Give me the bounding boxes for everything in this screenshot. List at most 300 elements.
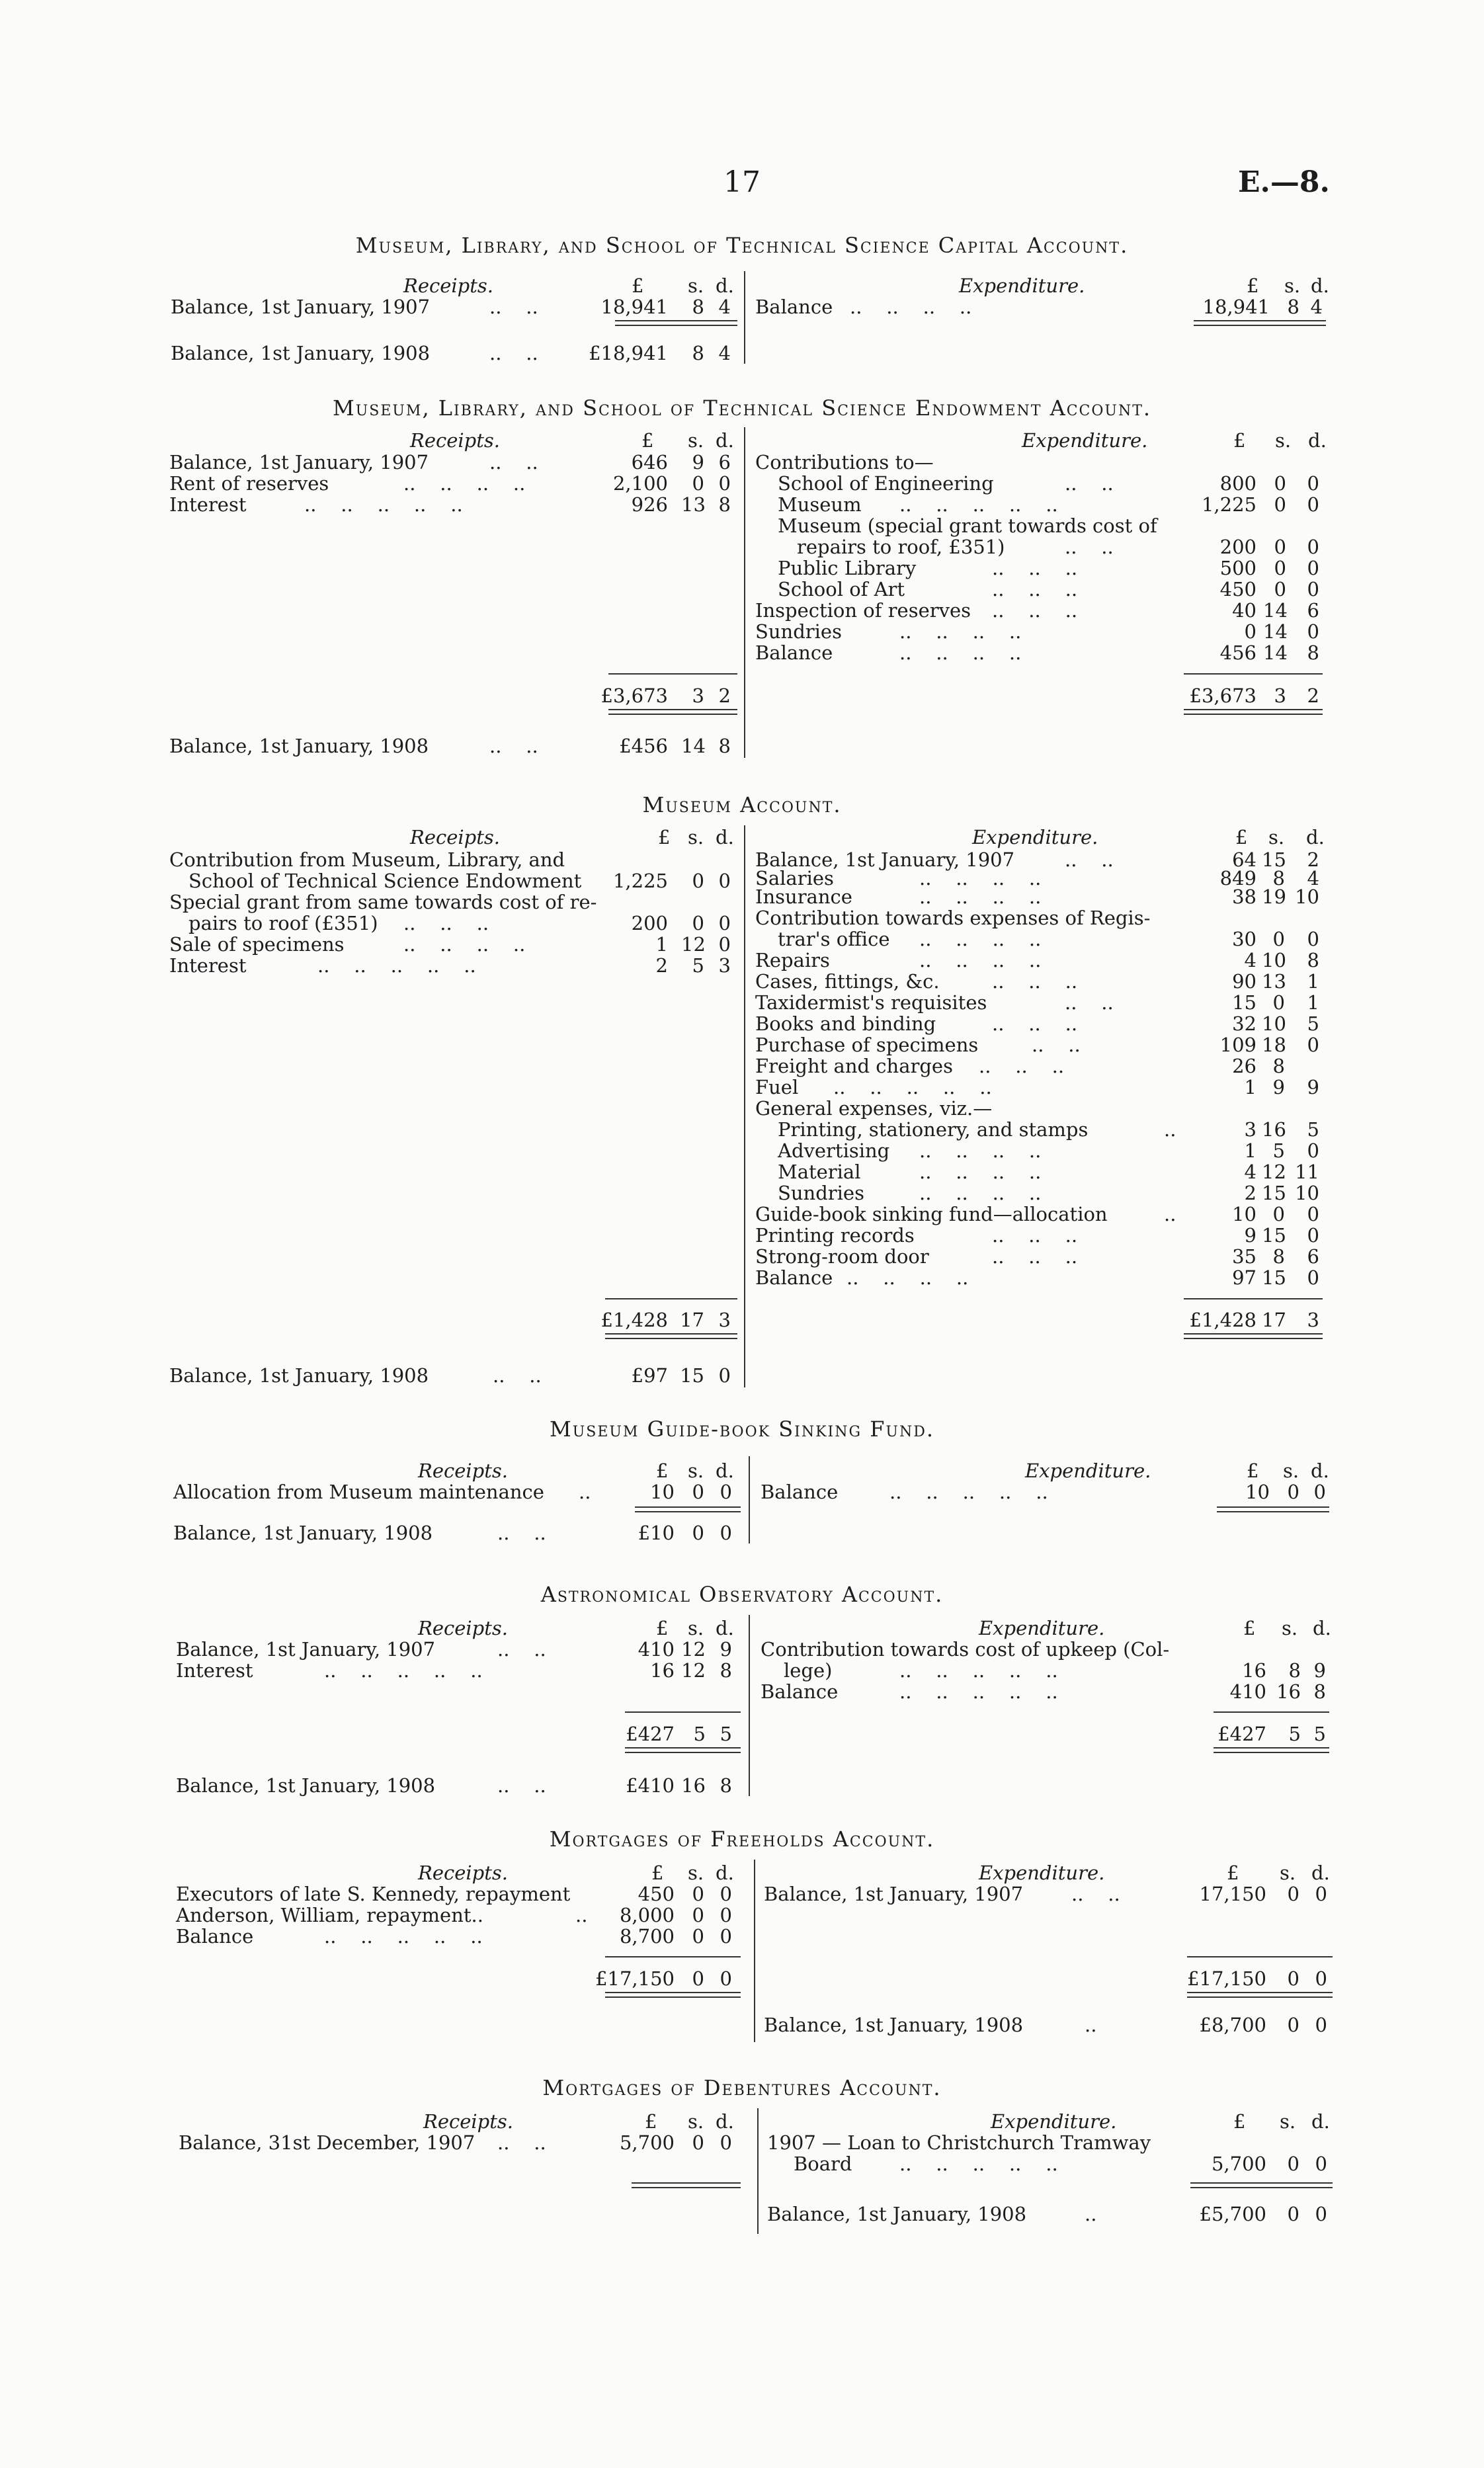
carried-balance-label: Balance, 1st January, 1908	[176, 1774, 436, 1797]
pence-value: 4	[1310, 296, 1323, 318]
receipt-label: Interest	[169, 493, 247, 516]
leader-dots: .. .. .. ..	[403, 472, 526, 495]
shillings-value: 15	[1262, 1182, 1286, 1204]
pounds-heading: £	[1227, 1862, 1239, 1884]
pounds-value: 450	[638, 1883, 675, 1905]
shillings-heading: s.	[688, 2110, 704, 2133]
expenditure-label: Sundries	[755, 620, 842, 643]
shillings-value: 0	[1274, 557, 1286, 579]
pence-value: 0	[1313, 1481, 1326, 1503]
pence-value: 4	[718, 296, 731, 318]
leader-dots: .. ..	[1065, 536, 1114, 558]
pounds-value: 15	[1232, 991, 1257, 1014]
total-rule	[605, 1992, 741, 1998]
expenditure-label: Contribution towards cost of upkeep (Col-	[761, 1638, 1170, 1661]
leader-dots: .. .. .. ..	[846, 1266, 969, 1289]
subtotal-rule	[605, 1298, 737, 1299]
pence-value: 4	[718, 342, 731, 364]
pounds-value: 10	[650, 1481, 675, 1503]
expenditure-label: Material	[778, 1161, 861, 1183]
shillings-value: 12	[681, 1638, 706, 1661]
pounds-value: 16	[650, 1659, 675, 1682]
pounds-heading: £	[1233, 2110, 1246, 2133]
shillings-value: 10	[1262, 949, 1286, 971]
pounds-value: 410	[638, 1638, 675, 1661]
shillings-value: 0	[692, 1925, 704, 1948]
pence-value: 8	[1307, 949, 1319, 971]
pounds-heading: £	[1233, 429, 1246, 452]
pence-value: 8	[1307, 641, 1319, 664]
leader-dots: .. .. .. ..	[919, 867, 1042, 889]
pence-value: 3	[718, 954, 731, 977]
leader-dots: .. ..	[497, 1774, 546, 1797]
pence-value: 10	[1295, 1182, 1319, 1204]
expenditure-label: Museum	[778, 493, 862, 516]
pounds-heading: £	[1247, 1460, 1259, 1482]
leader-dots: .. ..	[493, 1364, 542, 1387]
expenditure-label: 1907 — Loan to Christchurch Tramway	[767, 2131, 1151, 2154]
shillings-heading: s.	[1280, 1862, 1296, 1884]
pounds-value: 0	[1244, 620, 1257, 643]
leader-dots: .. .. ..	[992, 557, 1078, 579]
leader-dots: ..	[1085, 2014, 1097, 2036]
pence-value: 10	[1295, 885, 1319, 908]
expenditure-label: lege)	[784, 1659, 833, 1682]
expenditure-label: Advertising	[778, 1139, 890, 1162]
subtotal-rule	[625, 1711, 741, 1713]
document-reference: E.—8.	[1238, 165, 1330, 199]
shillings-value: 0	[1274, 472, 1286, 495]
pounds-value: 35	[1232, 1245, 1257, 1268]
pounds-value: 109	[1219, 1034, 1257, 1056]
pounds-value: 38	[1232, 885, 1257, 908]
expenditure-label: Strong-room door	[755, 1245, 929, 1268]
leader-dots: ..	[579, 1481, 591, 1503]
expenditure-heading: Expenditure.	[959, 274, 1085, 297]
pounds-value: 1,225	[612, 870, 668, 892]
leader-dots: .. ..	[1065, 848, 1114, 871]
leader-dots: .. .. .. .. ..	[833, 1076, 992, 1098]
expenditure-label: Balance	[761, 1481, 839, 1503]
pence-value: 8	[720, 1659, 732, 1682]
pounds-value: 40	[1232, 599, 1257, 622]
receipt-label: Balance, 1st January, 1907	[176, 1638, 436, 1661]
carried-balance-label: Balance, 1st January, 1908	[169, 1364, 429, 1387]
pounds-value: 800	[1219, 472, 1257, 495]
shillings-value: 0	[692, 1481, 704, 1503]
leader-dots: .. ..	[489, 342, 538, 364]
pence-value: 0	[1307, 1034, 1319, 1056]
total-pounds: £1,428	[1189, 1309, 1257, 1331]
pounds-value: 646	[631, 451, 668, 473]
shillings-value: 13	[1262, 970, 1286, 993]
shillings-value: 8	[1287, 296, 1299, 318]
pence-value: 6	[718, 451, 731, 473]
expenditure-label: Balance, 1st January, 1907	[764, 1883, 1024, 1905]
expenditure-label: Public Library	[778, 557, 917, 579]
shillings-value: 14	[1263, 620, 1288, 643]
receipts-heading: Receipts.	[418, 1617, 508, 1639]
pounds-value: 4	[1244, 1161, 1257, 1183]
leader-dots: .. .. .. ..	[899, 620, 1022, 643]
expenditure-heading: Expenditure.	[1022, 429, 1148, 452]
shillings-value: 13	[681, 493, 706, 516]
shillings-value: 16	[681, 1774, 706, 1797]
total-pence: 3	[1307, 1309, 1319, 1331]
pence-heading: d.	[716, 1617, 734, 1639]
pounds-value: 10	[1232, 1203, 1257, 1225]
shillings-value: 10	[1262, 1012, 1286, 1035]
pounds-value: 456	[1219, 641, 1257, 664]
total-pounds: £427	[1217, 1723, 1266, 1745]
pence-heading: d.	[1308, 429, 1327, 452]
total-rule	[1184, 1333, 1323, 1339]
shillings-value: 12	[681, 933, 706, 956]
leader-dots: .. .. ..	[992, 970, 1078, 993]
pounds-value: 1	[1244, 1139, 1257, 1162]
shillings-heading: s.	[688, 1862, 704, 1884]
total-rule	[635, 1506, 741, 1512]
pounds-value: 17,150	[1199, 1883, 1266, 1905]
expenditure-label: Printing, stationery, and stamps	[778, 1118, 1089, 1141]
total-rule	[632, 2182, 741, 2188]
expenditure-label: Books and binding	[755, 1012, 936, 1035]
total-pence: 5	[1313, 1723, 1326, 1745]
expenditure-label: Balance	[755, 641, 833, 664]
pence-value: 0	[1307, 578, 1319, 600]
pounds-value: 926	[631, 493, 668, 516]
pounds-value: 10	[1245, 1481, 1270, 1503]
pence-value: 0	[1307, 1203, 1319, 1225]
expenditure-label: Repairs	[755, 949, 830, 971]
receipt-label: Sale of specimens	[169, 933, 345, 956]
total-pence: 0	[1315, 1967, 1327, 1990]
section-title: Museum, Library, and School of Technical Science Capital Account.	[355, 233, 1129, 258]
pounds-heading: £	[656, 1460, 669, 1482]
leader-dots: .. ..	[489, 451, 538, 473]
leader-dots: .. .. .. .. ..	[899, 493, 1058, 516]
pence-heading: d.	[1311, 2110, 1330, 2133]
pounds-value: 5,700	[1211, 2153, 1266, 2175]
pounds-heading: £	[656, 1617, 669, 1639]
leader-dots: ..	[1085, 2203, 1097, 2225]
shillings-value: 5	[692, 954, 704, 977]
leader-dots: .. .. .. ..	[919, 885, 1042, 908]
shillings-value: 8	[692, 342, 704, 364]
shillings-value: 15	[1262, 1266, 1286, 1289]
pence-value: 0	[1315, 2153, 1327, 2175]
total-shillings: 17	[1262, 1309, 1286, 1331]
pence-heading: d.	[1311, 1460, 1329, 1482]
carried-balance-label: Balance, 1st January, 1908	[173, 1522, 433, 1544]
pounds-heading: £	[651, 1862, 664, 1884]
pounds-heading: £	[645, 2110, 657, 2133]
expenditure-label: repairs to roof, £351)	[797, 536, 1005, 558]
shillings-value: 0	[692, 912, 704, 934]
expenditure-label: Guide-book sinking fund—allocation	[755, 1203, 1108, 1225]
total-rule	[625, 1747, 741, 1753]
shillings-value: 0	[1274, 578, 1286, 600]
pence-value: 0	[720, 1925, 732, 1948]
pounds-value: 1	[655, 933, 668, 956]
pounds-value: 26	[1232, 1055, 1257, 1077]
subtotal-rule	[608, 673, 737, 675]
receipts-heading: Receipts.	[418, 1862, 508, 1884]
pence-value: 0	[718, 1364, 731, 1387]
shillings-value: 16	[1276, 1680, 1301, 1703]
pence-value: 0	[1307, 1224, 1319, 1247]
pence-heading: d.	[716, 1460, 734, 1482]
total-pence: 2	[1307, 684, 1319, 707]
total-rule	[605, 1333, 737, 1339]
pounds-value: £5,700	[1199, 2203, 1266, 2225]
expenditure-label: Museum (special grant towards cost of	[778, 514, 1157, 537]
pence-heading: d.	[716, 2110, 734, 2133]
shillings-value: 5	[1272, 1139, 1285, 1162]
pounds-value: 97	[1232, 1266, 1257, 1289]
pounds-value: £8,700	[1199, 2014, 1266, 2036]
leader-dots: ..	[1164, 1203, 1176, 1225]
leader-dots: .. .. ..	[992, 1012, 1078, 1035]
expenditure-label: Contribution towards expenses of Regis-	[755, 907, 1151, 929]
leader-dots: ..	[1164, 1118, 1176, 1141]
pence-value: 0	[1307, 1139, 1319, 1162]
pence-heading: d.	[1313, 1617, 1331, 1639]
pounds-value: 8,000	[619, 1904, 675, 1926]
leader-dots: .. .. .. ..	[919, 1182, 1042, 1204]
pence-value: 0	[720, 1904, 732, 1926]
pence-value: 9	[1307, 1076, 1319, 1098]
pounds-value: 64	[1232, 848, 1257, 871]
pence-value: 0	[718, 472, 731, 495]
shillings-heading: s.	[1282, 1617, 1298, 1639]
carried-balance-label: Balance, 1st January, 1908	[171, 342, 431, 364]
column-divider	[757, 2108, 759, 2234]
pounds-value: 2	[1244, 1182, 1257, 1204]
subtotal-rule	[1214, 1711, 1329, 1713]
pounds-heading: £	[658, 826, 671, 848]
shillings-value: 0	[692, 1904, 704, 1926]
receipt-label: Anderson, William, repayment..	[176, 1904, 483, 1926]
pence-value: 6	[1307, 599, 1319, 622]
leader-dots: .. .. .. .. ..	[899, 2153, 1058, 2175]
shillings-heading: s.	[688, 1460, 704, 1482]
pounds-value: 9	[1244, 1224, 1257, 1247]
pence-heading: d.	[1311, 1862, 1330, 1884]
pounds-value: 18,941	[600, 296, 668, 318]
pence-value: 0	[1315, 2014, 1327, 2036]
column-divider	[749, 1615, 750, 1796]
page-number: 17	[723, 165, 761, 199]
expenditure-label: Insurance	[755, 885, 852, 908]
pence-value: 2	[1307, 848, 1319, 871]
leader-dots: .. .. .. ..	[899, 641, 1022, 664]
subtotal-rule	[1184, 1298, 1323, 1299]
pence-value: 0	[1307, 493, 1319, 516]
leader-dots: .. .. ..	[992, 599, 1078, 622]
carried-balance-label: Balance, 1st January, 1908	[169, 735, 429, 757]
pence-value: 9	[720, 1638, 732, 1661]
pence-value: 5	[1307, 1118, 1319, 1141]
expenditure-label: Fuel	[755, 1076, 799, 1098]
total-rule	[1194, 320, 1326, 326]
shillings-value: 0	[692, 472, 704, 495]
shillings-value: 0	[692, 1522, 704, 1544]
leader-dots: .. ..	[1065, 991, 1114, 1014]
leader-dots: .. .. .. ..	[919, 949, 1042, 971]
expenditure-heading: Expenditure.	[991, 2110, 1117, 2133]
pounds-value: £10	[638, 1522, 675, 1544]
leader-dots: .. ..	[1032, 1034, 1081, 1056]
receipt-label: Balance	[176, 1925, 254, 1948]
pounds-value: £18,941	[589, 342, 668, 364]
expenditure-label: Balance	[761, 1680, 839, 1703]
section-title: Astronomical Observatory Account.	[540, 1582, 944, 1607]
total-shillings: 3	[692, 684, 704, 707]
pounds-value: 200	[1219, 536, 1257, 558]
receipt-label: Rent of reserves	[169, 472, 329, 495]
receipt-label: Interest	[176, 1659, 253, 1682]
leader-dots: .. .. .. .. ..	[317, 954, 476, 977]
leader-dots: .. .. ..	[992, 1224, 1078, 1247]
expenditure-label: Contributions to—	[755, 451, 934, 473]
shillings-heading: s.	[1268, 826, 1285, 848]
pounds-heading: £	[632, 274, 644, 297]
shillings-value: 0	[1287, 2203, 1299, 2225]
shillings-value: 9	[692, 451, 704, 473]
leader-dots: .. .. .. .. ..	[304, 493, 463, 516]
pounds-value: 3	[1244, 1118, 1257, 1141]
total-rule	[1184, 709, 1323, 715]
pence-value: 0	[1315, 2203, 1327, 2225]
pounds-heading: £	[1235, 826, 1248, 848]
pence-value: 0	[718, 912, 731, 934]
pence-value: 8	[1313, 1680, 1326, 1703]
shillings-value: 0	[1272, 928, 1285, 950]
pence-value: 8	[720, 1774, 732, 1797]
shillings-value: 0	[1272, 991, 1285, 1014]
pounds-value: £410	[626, 1774, 675, 1797]
leader-dots: .. ..	[497, 1638, 546, 1661]
expenditure-label: Printing records	[755, 1224, 915, 1247]
shillings-value: 8	[1272, 1055, 1285, 1077]
pence-value: 0	[1307, 620, 1319, 643]
pounds-value: 4	[1244, 949, 1257, 971]
expenditure-label: Balance	[755, 1266, 833, 1289]
leader-dots: .. ..	[489, 296, 538, 318]
total-rule	[1187, 1992, 1333, 1998]
total-shillings: 5	[1288, 1723, 1301, 1745]
pounds-value: 849	[1219, 867, 1257, 889]
shillings-value: 14	[1263, 599, 1288, 622]
pence-value: 11	[1295, 1161, 1319, 1183]
total-rule	[1190, 2182, 1333, 2188]
pence-value: 9	[1313, 1659, 1326, 1682]
subtotal-rule	[1184, 673, 1323, 675]
leader-dots: .. .. .. ..	[919, 1139, 1042, 1162]
total-pounds: £17,150	[1187, 1967, 1266, 1990]
total-rule	[1214, 1747, 1329, 1753]
leader-dots: .. .. .. .. ..	[324, 1659, 483, 1682]
section-title: Museum Guide-book Sinking Fund.	[549, 1417, 935, 1442]
total-rule	[608, 709, 737, 715]
shillings-heading: s.	[1280, 2110, 1296, 2133]
pounds-value: 16	[1242, 1659, 1266, 1682]
pence-value: 0	[1307, 557, 1319, 579]
pounds-heading: £	[1247, 274, 1259, 297]
receipt-label: Contribution from Museum, Library, and	[169, 848, 565, 871]
carried-balance-label: Balance, 1st January, 1908	[764, 2014, 1024, 2036]
leader-dots: .. .. .. ..	[850, 296, 972, 318]
pounds-value: 8,700	[619, 1925, 675, 1948]
shillings-value: 19	[1262, 885, 1286, 908]
shillings-heading: s.	[688, 274, 704, 297]
receipt-label: Special grant from same towards cost of re-	[169, 891, 597, 913]
leader-dots: .. .. .. .. ..	[899, 1659, 1058, 1682]
leader-dots: ..	[575, 1904, 588, 1926]
receipt-label: Interest	[169, 954, 247, 977]
shillings-value: 12	[681, 1659, 706, 1682]
section-title: Museum, Library, and School of Technical Science Endowment Account.	[332, 395, 1152, 421]
shillings-heading: s.	[1275, 429, 1292, 452]
expenditure-heading: Expenditure.	[979, 1862, 1105, 1884]
receipt-label: Balance, 1st January, 1907	[171, 296, 431, 318]
expenditure-label: General expenses, viz.—	[755, 1097, 993, 1120]
shillings-value: 14	[681, 735, 706, 757]
pounds-value: £456	[619, 735, 668, 757]
expenditure-label: Inspection of reserves	[755, 599, 971, 622]
shillings-value: 12	[1262, 1161, 1286, 1183]
subtotal-rule	[605, 1956, 741, 1957]
column-divider	[749, 1456, 750, 1543]
pence-value: 0	[1315, 1883, 1327, 1905]
receipts-heading: Receipts.	[418, 1460, 508, 1482]
pence-heading: d.	[716, 1862, 734, 1884]
expenditure-label: Freight and charges	[755, 1055, 953, 1077]
pence-heading: d.	[716, 274, 734, 297]
total-shillings: 3	[1274, 684, 1286, 707]
shillings-value: 15	[680, 1364, 704, 1387]
pence-heading: d.	[1311, 274, 1329, 297]
pounds-value: 500	[1219, 557, 1257, 579]
shillings-value: 0	[692, 2131, 704, 2154]
leader-dots: .. ..	[1071, 1883, 1120, 1905]
column-divider	[744, 271, 745, 364]
leader-dots: .. .. .. ..	[403, 933, 526, 956]
receipt-label: Balance, 1st January, 1907	[169, 451, 429, 473]
receipts-heading: Receipts.	[403, 274, 493, 297]
total-shillings: 0	[1287, 1967, 1299, 1990]
pounds-value: 90	[1232, 970, 1257, 993]
shillings-heading: s.	[688, 429, 704, 452]
pence-value: 6	[1307, 1245, 1319, 1268]
expenditure-label: trar's office	[778, 928, 890, 950]
pence-heading: d.	[716, 429, 734, 452]
pounds-heading: £	[1243, 1617, 1256, 1639]
expenditure-label: Taxidermist's requisites	[755, 991, 987, 1014]
leader-dots: .. .. .. ..	[919, 928, 1042, 950]
pounds-value: 2,100	[612, 472, 668, 495]
shillings-value: 0	[1287, 2153, 1299, 2175]
receipt-label: pairs to roof (£351)	[188, 912, 378, 934]
total-pounds: £1,428	[600, 1309, 668, 1331]
shillings-value: 16	[1262, 1118, 1286, 1141]
expenditure-label: Balance, 1st January, 1907	[755, 848, 1015, 871]
column-divider	[744, 825, 745, 1387]
expenditure-label: School of Art	[778, 578, 905, 600]
pounds-value: 30	[1232, 928, 1257, 950]
shillings-value: 0	[692, 870, 704, 892]
